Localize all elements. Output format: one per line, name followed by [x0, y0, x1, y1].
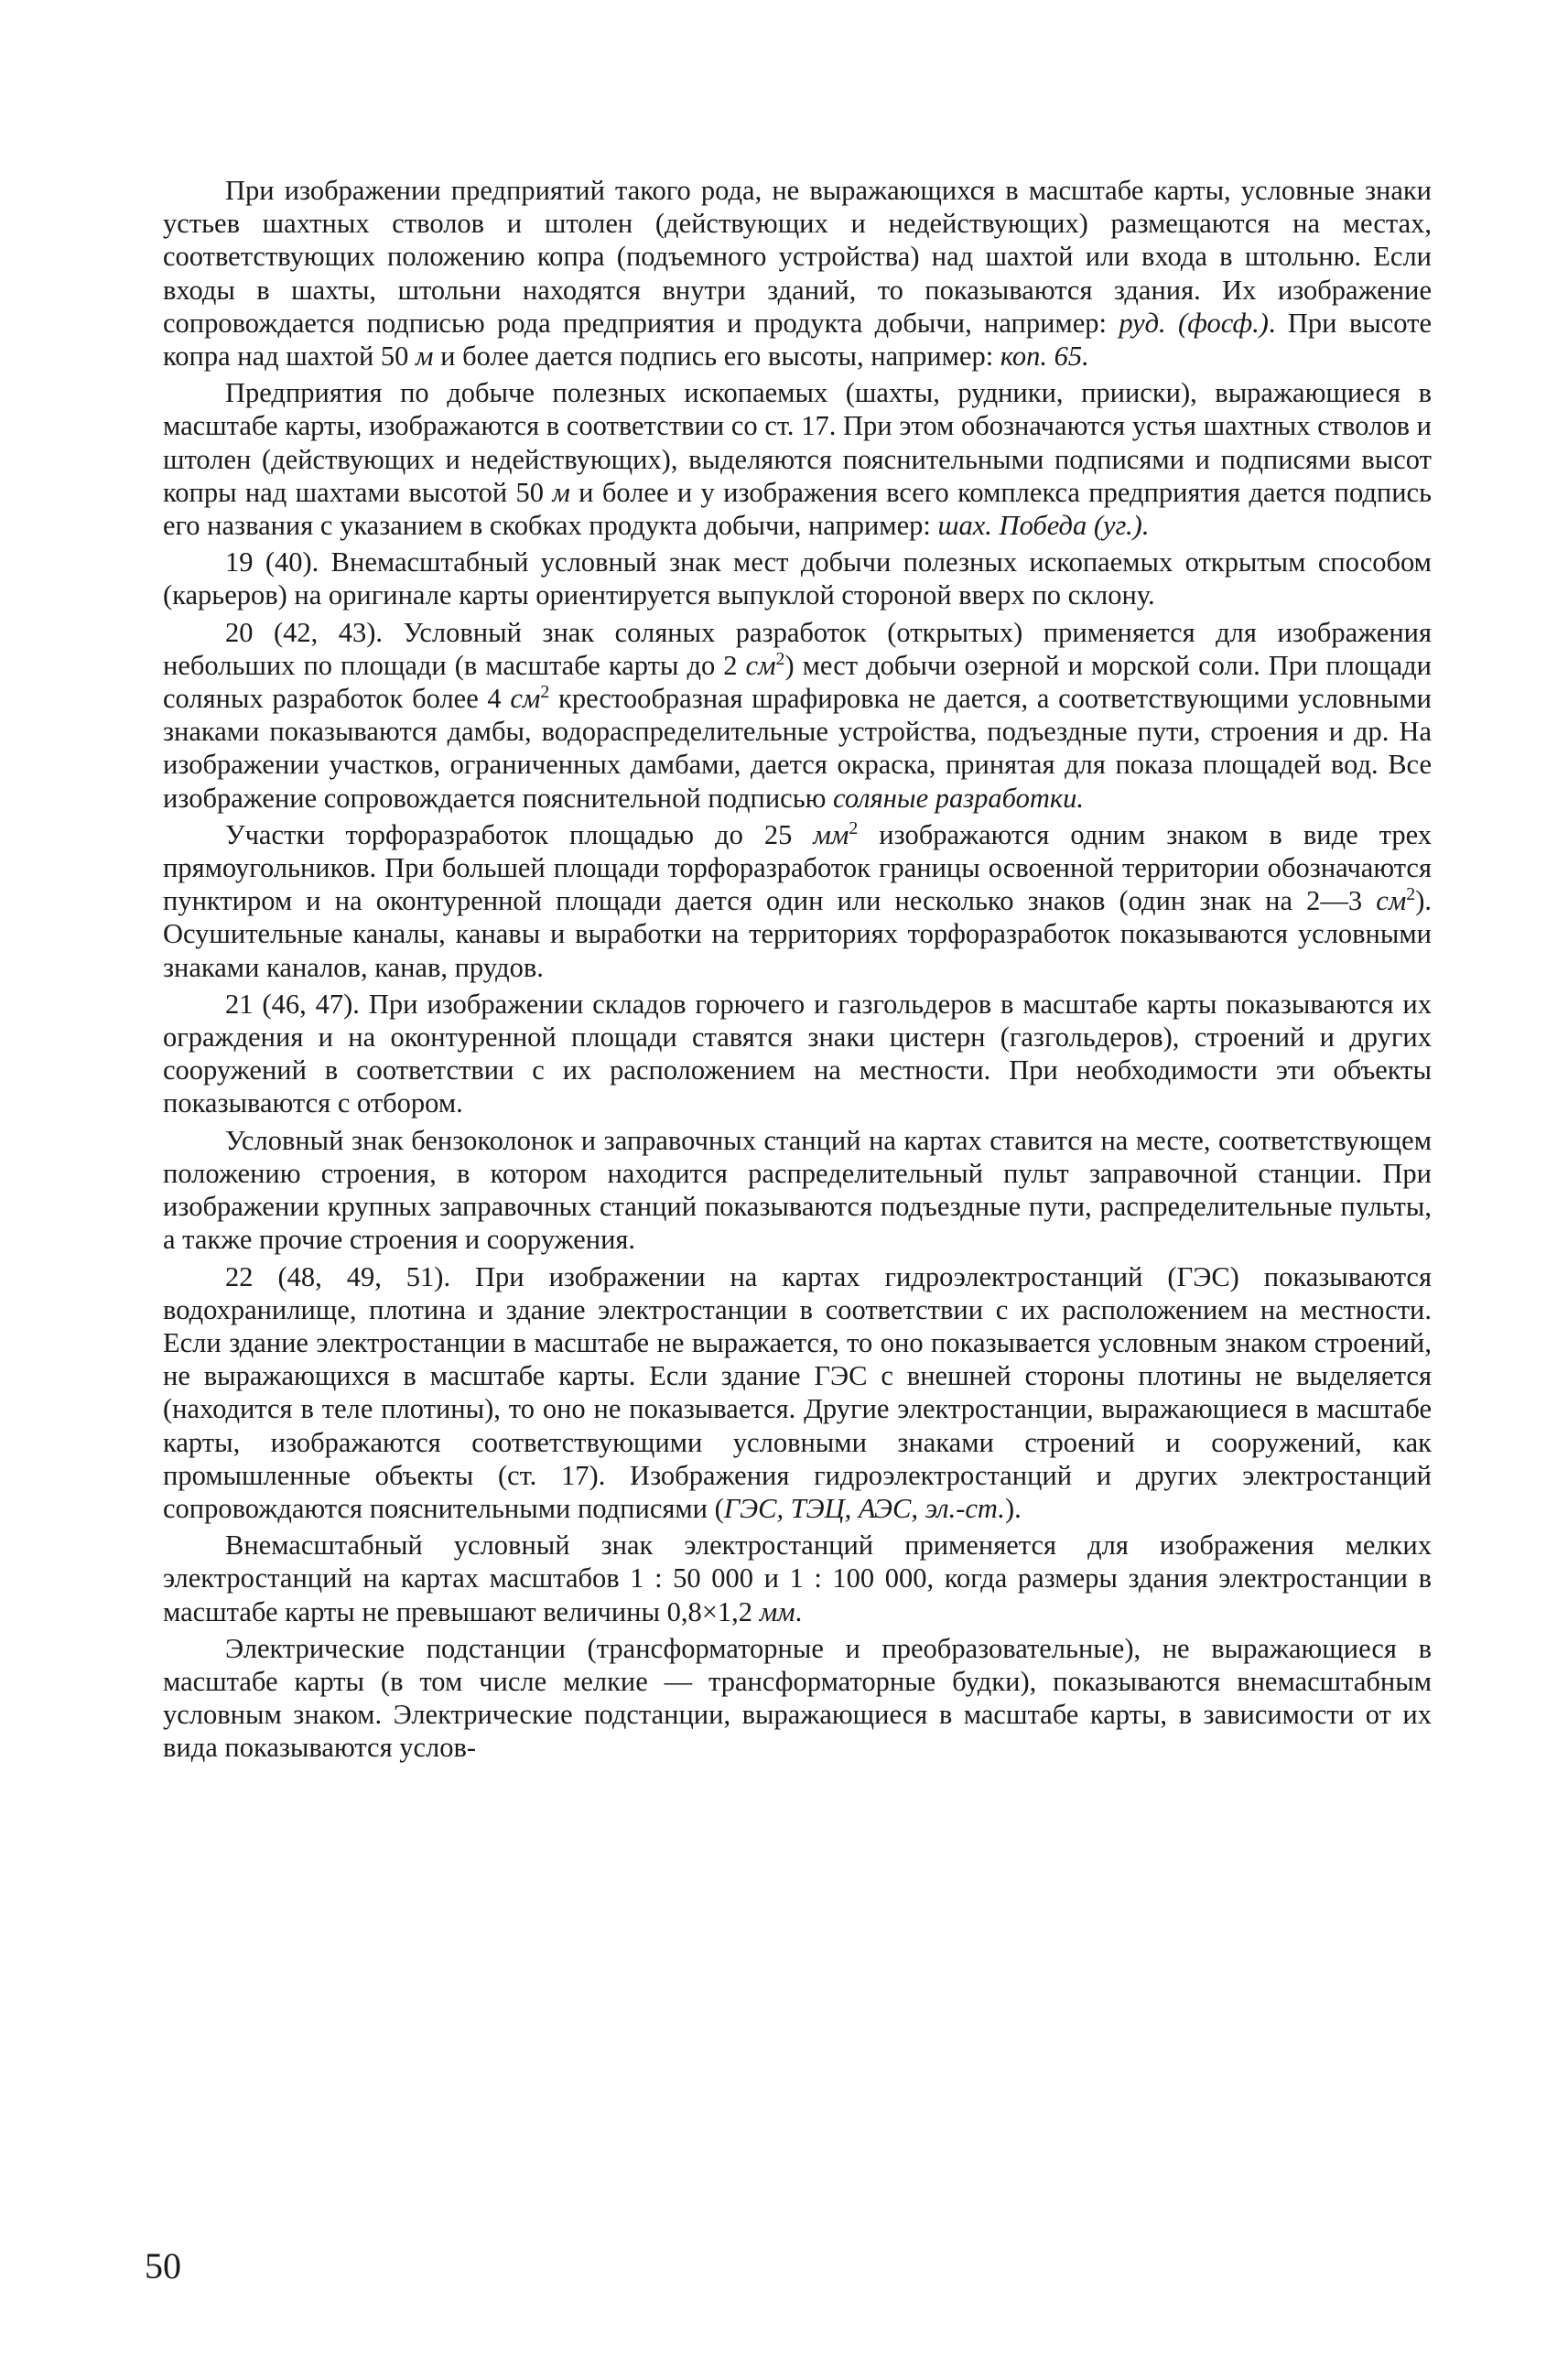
paragraph: 20 (42, 43). Условный знак соляных разработок (открытых) применяется для изображения небольших по площади (в масштабе карты до 2 $см^2$) мест добычи озерной и морской соли. При площади соляных разработок более 4 $см^2$ крестообразная шрафировка не дается, а соответствующими условными знаками показываются дамбы, водораспределительные устройства, подъездные пути, строения и др. На изображении участков, ограниченных дамбами, дается окраска, принятая для показа площадей вод. Все изображение сопровождается пояснительной подписью соляные разработки.: [163, 616, 1433, 814]
paragraph: При изображении предприятий такого рода, не выражающихся в масштабе карты, условные знаки устьев шахтных стволов и штолен (действующих и недействующих) размещаются на местах, соответствующих положению копра (подъемного устройства) над шахтой или входа в штольню. Если входы в шахты, штольни находятся внутри зданий, то показываются здания. Их изображение сопровождается подписью рода предприятия и продукта добычи, например: руд. (фосф.). При высоте копра над шахтой 50 м и более дается подпись его высоты, например: коп. 65.: [163, 175, 1432, 373]
page-body: [163, 174, 1432, 1768]
paragraph: 19 (40). Внемасштабный условный знак мест добычи полезных ископаемых открытым способом (карьеров) на оригинале карты ориентируется выпуклой стороной вверх по склону.: [163, 546, 1432, 611]
paragraph: Предприятия по добыче полезных ископаемых (шахты, рудники, прииски), выражающиеся в масштабе карты, изображаются в соответствии со ст. 17. При этом обозначаются устья шахтных стволов и штолен (действующих и недействующих), выделяются пояснительными подписями и подписями высот копры над шахтами высотой 50 м и более и у изображения всего комплекса предприятия дается подпись его названия с указанием в скобках продукта добычи, например: шах. Победа (уг.).: [163, 377, 1432, 542]
paragraph: 22 (48, 49, 51). При изображении на картах гидроэлектростанций (ГЭС) показываются водохранилище, плотина и здание электростанции в соответствии с их расположением на местности. Если здание электростанции в масштабе не выражается, то оно показывается условным знаком строений, не выражающихся в масштабе карты. Если здание ГЭС с внешней стороны плотины не выделяется (находится в теле плотины), то оно не показывается. Другие электростанции, выражающиеся в масштабе карты, изображаются соответствующими условными знаками строений и сооружений, как промышленные объекты (ст. 17). Изображения гидроэлектростанций и других электростанций сопровождаются пояснительными подписями (ГЭС, ТЭЦ, АЭС, эл.-ст.).: [163, 1260, 1432, 1524]
paragraph: Электрические подстанции (трансформаторные и преобразовательные), не выражающиеся в масштабе карты (в том числе мелкие — трансформаторные будки), показываются внемасштабным условным знаком. Электрические подстанции, выражающиеся в масштабе карты, в зависимости от их вида показываются услов-: [163, 1632, 1432, 1764]
page-number: 50: [145, 2245, 181, 2286]
paragraph: Внемасштабный условный знак электростанций применяется для изображения мелких электростанций на картах масштабов 1 : 50 000 и 1 : 100 000, когда размеры здания электростанции в масштабе карты не превышают величины 0,8×1,2 мм.: [163, 1529, 1432, 1627]
paragraph: Участки торфоразработок площадью до 25 $мм^2$ изображаются одним знаком в виде трех прямоугольников. При большей площади торфоразработок границы освоенной территории обозначаются пунктиром и на оконтуренной площади дается один или несколько знаков (один знак на 2—3 $см^2$). Осушительные каналы, канавы и выработки на территориях торфоразработок показываются условными знаками каналов, канав, прудов.: [163, 817, 1432, 983]
paragraph: Условный знак бензоколонок и заправочных станций на картах ставится на месте, соответствующем положению строения, в котором находится распределительный пульт заправочной станции. При изображении крупных заправочных станций показываются подъездные пути, распределительные пульты, а также прочие строения и сооружения.: [163, 1124, 1432, 1256]
paragraph: 21 (46, 47). При изображении складов горючего и газгольдеров в масштабе карты показываются их ограждения и на оконтуренной площади ставятся знаки цистерн (газгольдеров), строений и других сооружений в соответствии с их расположением на местности. При необходимости эти объекты показываются с отбором.: [163, 988, 1432, 1119]
